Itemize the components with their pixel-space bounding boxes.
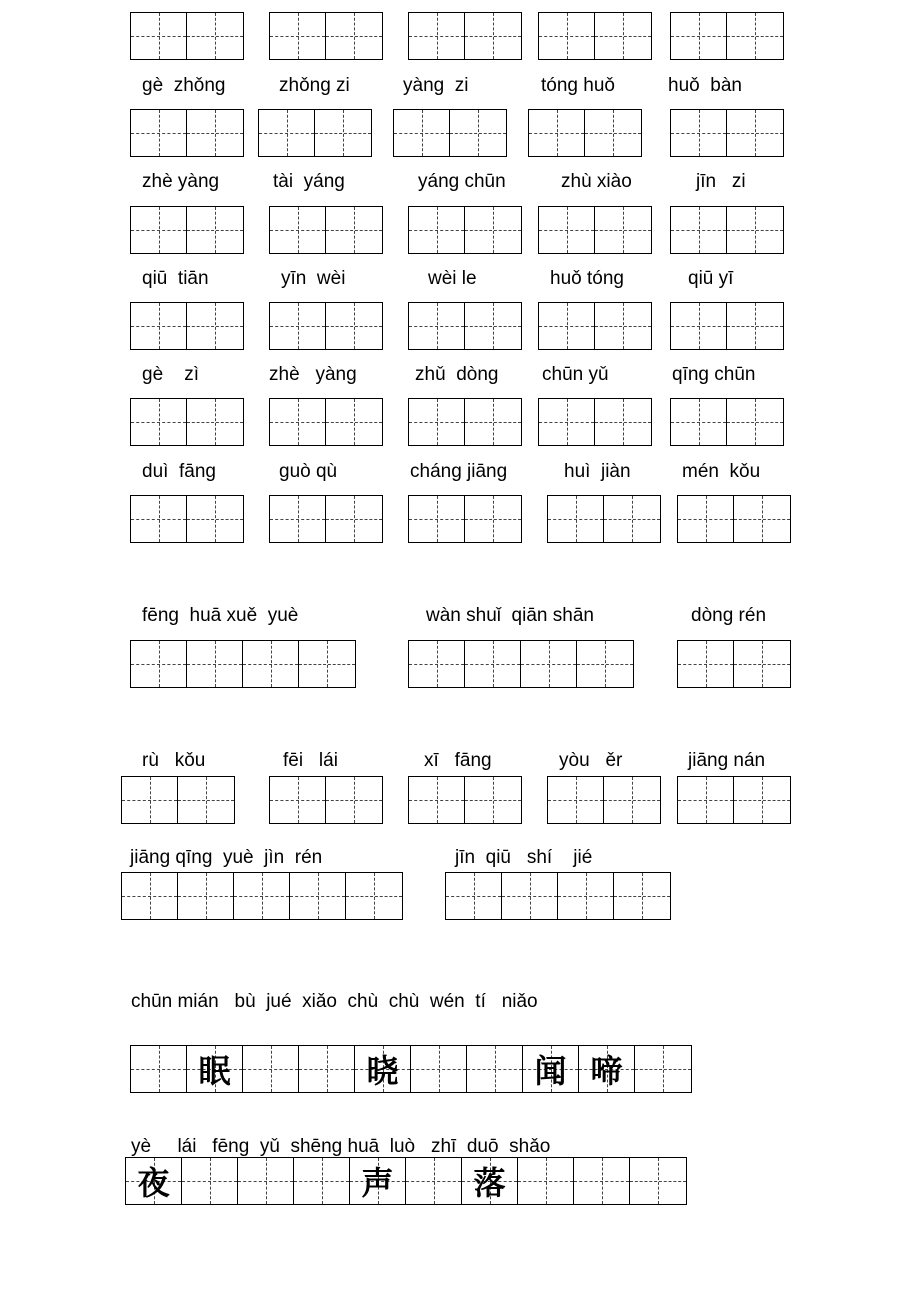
pinyin-label: dòng rén bbox=[691, 605, 767, 626]
pinyin-label: yīn wèi bbox=[281, 268, 346, 289]
writing-box[interactable] bbox=[269, 206, 383, 254]
writing-box[interactable] bbox=[547, 776, 661, 824]
pinyin-label: zhǒng zi bbox=[279, 75, 350, 96]
poem-character: 落 bbox=[473, 1164, 506, 1202]
writing-box[interactable] bbox=[130, 109, 244, 157]
writing-box[interactable] bbox=[677, 776, 791, 824]
writing-box[interactable] bbox=[408, 398, 522, 446]
poem-character: 闻 bbox=[534, 1052, 567, 1090]
writing-box[interactable] bbox=[408, 776, 522, 824]
poem-character: 眠 bbox=[198, 1052, 231, 1090]
writing-box[interactable] bbox=[269, 398, 383, 446]
writing-box[interactable] bbox=[269, 302, 383, 350]
pinyin-label: fēng huā xuě yuè bbox=[142, 605, 299, 626]
pinyin-label: yàng zi bbox=[403, 75, 469, 96]
poem-character: 夜 bbox=[137, 1164, 170, 1202]
pinyin-label: mén kǒu bbox=[682, 461, 761, 482]
pinyin-label: jīn zi bbox=[696, 171, 746, 192]
pinyin-label: jiāng qīng yuè jìn rén bbox=[130, 847, 323, 868]
writing-box[interactable] bbox=[258, 109, 372, 157]
pinyin-label: fēi lái bbox=[283, 750, 338, 771]
writing-box[interactable] bbox=[130, 640, 356, 688]
writing-box[interactable] bbox=[130, 398, 244, 446]
pinyin-label: yáng chūn bbox=[418, 171, 506, 192]
writing-box[interactable] bbox=[670, 109, 784, 157]
writing-box[interactable] bbox=[670, 206, 784, 254]
pinyin-label: jiāng nán bbox=[688, 750, 766, 771]
writing-box[interactable] bbox=[408, 206, 522, 254]
pinyin-label: duì fāng bbox=[142, 461, 216, 482]
pinyin-label: yòu ěr bbox=[559, 750, 623, 771]
pinyin-label: chūn mián bù jué xiǎo chù chù wén tí niǎo bbox=[131, 991, 538, 1012]
poem-character: 啼 bbox=[590, 1052, 623, 1090]
writing-box[interactable] bbox=[670, 12, 784, 60]
writing-box[interactable] bbox=[408, 495, 522, 543]
writing-box[interactable] bbox=[538, 302, 652, 350]
pinyin-label: yè lái fēng yǔ shēng huā luò zhī duō shǎo bbox=[131, 1136, 551, 1157]
pinyin-label: zhè yàng bbox=[269, 364, 357, 385]
pinyin-label: huì jiàn bbox=[564, 461, 631, 482]
writing-box[interactable] bbox=[393, 109, 507, 157]
writing-box[interactable] bbox=[408, 12, 522, 60]
writing-box[interactable] bbox=[670, 398, 784, 446]
writing-box[interactable] bbox=[130, 495, 244, 543]
pinyin-label: huǒ bàn bbox=[668, 75, 742, 96]
pinyin-label: wàn shuǐ qiān shān bbox=[426, 605, 594, 626]
pinyin-label: qiū yī bbox=[688, 268, 734, 289]
writing-box[interactable] bbox=[269, 12, 383, 60]
pinyin-label: zhù xiào bbox=[561, 171, 632, 192]
writing-box[interactable] bbox=[677, 495, 791, 543]
writing-box[interactable] bbox=[130, 12, 244, 60]
pinyin-label: gè zhǒng bbox=[142, 75, 226, 96]
pinyin-label: cháng jiāng bbox=[410, 461, 508, 482]
pinyin-label: guò qù bbox=[279, 461, 338, 482]
pinyin-label: chūn yǔ bbox=[542, 364, 609, 385]
writing-box[interactable] bbox=[269, 495, 383, 543]
writing-box[interactable] bbox=[408, 302, 522, 350]
writing-box[interactable] bbox=[538, 206, 652, 254]
writing-box[interactable] bbox=[528, 109, 642, 157]
writing-box[interactable] bbox=[130, 302, 244, 350]
pinyin-label: xī fāng bbox=[424, 750, 492, 771]
writing-box[interactable] bbox=[408, 640, 634, 688]
writing-box[interactable] bbox=[125, 1157, 687, 1205]
pinyin-label: wèi le bbox=[428, 268, 477, 289]
pinyin-label: jīn qiū shí jié bbox=[455, 847, 593, 868]
pinyin-label: tóng huǒ bbox=[541, 75, 615, 96]
writing-box[interactable] bbox=[670, 302, 784, 350]
writing-box[interactable] bbox=[130, 206, 244, 254]
pinyin-label: rù kǒu bbox=[142, 750, 206, 771]
pinyin-label: zhè yàng bbox=[142, 171, 220, 192]
pinyin-label: zhǔ dòng bbox=[415, 364, 499, 385]
pinyin-label: huǒ tóng bbox=[550, 268, 624, 289]
writing-box[interactable] bbox=[538, 12, 652, 60]
writing-box[interactable] bbox=[269, 776, 383, 824]
writing-box[interactable] bbox=[538, 398, 652, 446]
pinyin-label: qiū tiān bbox=[142, 268, 209, 289]
pinyin-label: gè zì bbox=[142, 364, 200, 385]
writing-box[interactable] bbox=[130, 1045, 692, 1093]
poem-character: 声 bbox=[361, 1164, 394, 1202]
writing-box[interactable] bbox=[547, 495, 661, 543]
writing-box[interactable] bbox=[677, 640, 791, 688]
poem-character: 晓 bbox=[366, 1052, 399, 1090]
writing-box[interactable] bbox=[445, 872, 671, 920]
pinyin-label: tài yáng bbox=[273, 171, 345, 192]
writing-box[interactable] bbox=[121, 776, 235, 824]
pinyin-label: qīng chūn bbox=[672, 364, 756, 385]
writing-box[interactable] bbox=[121, 872, 403, 920]
